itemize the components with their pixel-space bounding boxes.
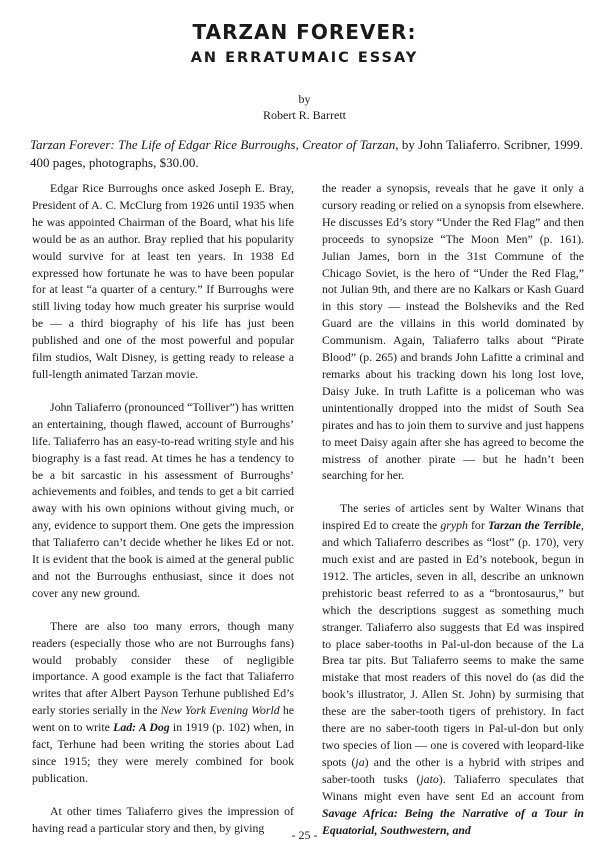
paragraph: There are also too many errors, though many readers (especially those who are not Burroughs fans) would probably consider these of negligible importance. A good example is the fact that Taliaferro writes that after Albert Payson Terhune published Ed’s early stories serially in the New York Evening World he went on to write Lad: A Dog in 1919 (p. 102) when, in fact, Terhune had been writing the stories about Lad since 1915; they were merely combined for book publication. (32, 618, 295, 785)
paragraph: the reader a synopsis, reveals that he gave it only a cursory reading or relied on a synopsis from elsewhere. He discusses Ed’s story “Under the Red Flag” and then proceeds to synopsize “The Moon Men” (p. 161). Julian James, born in the 31st Commune of the Chicago Soviet, is the hero of “Under the Red Flag,” not Julian 9th, and there are no Kalkars or Kash Guard in this story — instead the Bolsheviks and the Red Guard are the villains in this world dominated by Communism. Again, Taliaferro talks about “Pirate Blood” (p. 265) and brands John Lafitte a criminal and remarks about his tracking down his long lost love, Daisy Juke. In truth Lafitte is a policeman who was unintentionally dropped into the midst of South Sea pirates and has to join them to survive and just happens to meet Daisy again after she has agreed to become the mistress of another pirate — but he hadn’t been searching for her. (322, 181, 584, 483)
citation-details: , by John Taliaferro. Scribner, 1999. 400 pages, photographs, $30.00. (30, 137, 583, 170)
book-citation (30, 136, 583, 172)
paragraph: Edgar Rice Burroughs once asked Joseph E. Bray, President of A. C. McClurg from 1926 until 1935 when he was appointed Chairman of the Board, what his life would be as an author. Bray replied that his popularity would survive for at least ten years. In 1938 Ed expressed how fortunate he was to have been popular for at least “a quarter of a century.” If Burroughs were still living today how much greater his surprise would be — a third biography of his life has just been published and one of the most powerful and popular film studios, Walt Disney, is getting ready to release a full-length animated Tarzan movie. (32, 181, 294, 381)
term-jato: jato (420, 771, 439, 786)
paragraph: At other times Taliaferro gives the impression of having read a particular story and then, by giving (32, 803, 294, 835)
cited-book-title: Tarzan Forever: The Life of Edgar Rice Burroughs, Creator of Tarzan (30, 137, 396, 152)
term-ja: ja (355, 754, 365, 769)
newspaper-title: New York Evening World (160, 703, 280, 718)
byline-by: by (298, 92, 311, 106)
paragraph: The series of articles sent by Walter Winans that inspired Ed to create the gryph for Tarzan the Terrible, and which Taliaferro describes as “lost” (p. 170), very much exist and are pasted in Ed’s notebook, begun in 1912. The articles, seven in all, describe an unknown prehistoric beast referred to as a “brontosaurus,” but which the descriptions suggest as something much stranger. Taliaferro also suggests that Ed was inspired to place saber-tooths in Pal-ul-don because of the La Brea tar pits. But Taliaferro seems to make the same mistake that most readers of this novel do (as did the book’s illustrator, J. Allen St. John) by surmising that these are the saber-tooth tigers of prehistory. In fact there are no saber-tooth tigers in Pal-ul-don but only two species of lion — one is covered with leopard-like spots (ja) and the other is a hybrid with stripes and saber-tooth tusks (jato). Taliaferro speculates that Winans might even have sent Ed an account from Savage Africa: Being the Narrative of a Tour in Equatorial, Southwestern, and (322, 501, 584, 837)
right-column (322, 180, 584, 854)
term-gryph: gryph (440, 518, 468, 533)
book-title-tarzan-terrible: Tarzan the Terrible (487, 518, 582, 533)
book-title-lad: Lad: A Dog (113, 720, 170, 735)
byline-author: Robert R. Barrett (263, 108, 346, 122)
book-title-savage-africa: Savage Africa: Being the Narrative of a Tour in Equatorial, Southwestern, and (322, 805, 584, 837)
page-number: - 25 - (291, 828, 318, 842)
article-title: TARZAN FOREVER: (192, 20, 417, 44)
paragraph: John Taliaferro (pronounced “Tolliver”) has written an entertaining, though flawed, account of Burroughs’ life. Taliaferro has an easy-to-read writing style and his biography is a fast read. At times he has a tendency to be a bit sarcastic in his assessment of Burroughs’ achievements and foibles, and tends to get a bit carried away with his own opinions without giving much, or any, evidence to support them. One gets the impression that Taliaferro can’t decide whether he likes Ed or not. It is evident that the book is aimed at the general public and not the Burroughs enthusiast, since it does not cover any new ground. (32, 399, 294, 600)
left-column (32, 180, 294, 853)
article-subtitle: AN ERRATUMAIC ESSAY (190, 50, 419, 66)
